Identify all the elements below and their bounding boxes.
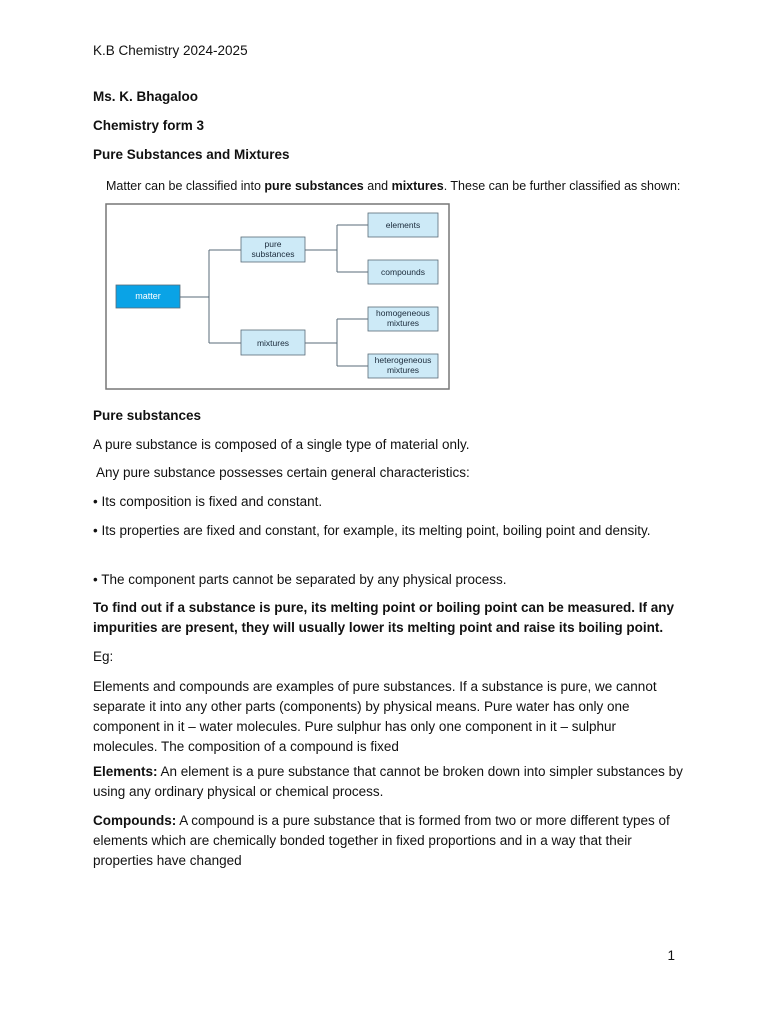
caption-pre: Matter can be classified into [106, 179, 265, 193]
node-mixtures-label: mixtures [256, 338, 290, 348]
paragraph-compounds [93, 811, 683, 871]
elements-label: Elements: [93, 764, 158, 779]
node-elements [368, 213, 438, 237]
bullet-properties: • Its properties are fixed and constant, for example, its melting point, boiling point and density. [93, 523, 651, 538]
author-name: Ms. K. Bhagaloo [93, 89, 199, 104]
node-homogeneous-label-2: mixtures [386, 318, 420, 328]
caption-mid: and [363, 179, 392, 193]
node-matter [116, 285, 180, 308]
node-pure-label-2: substances [251, 249, 295, 259]
caption-bold-mixtures: mixtures [391, 179, 444, 193]
node-pure-label-1: pure [264, 239, 282, 249]
paragraph-purity-test: To find out if a substance is pure, its melting point or boiling point can be measured. If any impurities are present, they will usually lower its melting point and raise its boiling point. [93, 600, 675, 635]
page-number: 1 [667, 948, 675, 963]
node-heterogeneous-mixtures [368, 354, 438, 378]
node-compounds-label: compounds [381, 267, 425, 277]
bullet-composition: • Its composition is fixed and constant. [93, 494, 323, 509]
compounds-definition: A compound is a pure substance that is formed from two or more different types of elements which are chemically bonded together in fixed proportions and in a way that their properties have changed [93, 813, 670, 868]
paragraph-examples: Elements and compounds are examples of pure substances. If a substance is pure, we cannot separate it into any other parts (components) by physical means. Pure water has only one component in it – water molecules. Pure sulphur has only one component in it – sulphur molecules. The composition of a compound is fixed [93, 679, 657, 754]
compounds-label: Compounds: [93, 813, 177, 828]
example-label: Eg: [93, 649, 114, 664]
diagram-caption [106, 177, 680, 195]
classification-diagram [105, 203, 450, 390]
node-mixtures [241, 330, 305, 355]
node-homogeneous-label-1: homogeneous [376, 308, 430, 318]
node-matter-label: matter [135, 291, 161, 301]
node-homogeneous-mixtures [368, 307, 438, 331]
course-title: Chemistry form 3 [93, 118, 205, 133]
paragraph-definition: A pure substance is composed of a single type of material only. [93, 437, 470, 452]
node-elements-label: elements [385, 220, 421, 230]
page-header: K.B Chemistry 2024-2025 [93, 43, 248, 58]
node-compounds [368, 260, 438, 284]
paragraph-elements [93, 762, 683, 802]
bullet-separation: • The component parts cannot be separated by any physical process. [93, 572, 507, 587]
caption-bold-pure: pure substances [264, 179, 364, 193]
elements-definition: An element is a pure substance that cannot be broken down into simpler substances by using any ordinary physical or chemical process. [93, 764, 683, 799]
page-title: Pure Substances and Mixtures [93, 147, 290, 162]
section-heading-pure-substances: Pure substances [93, 408, 202, 423]
node-heterogeneous-label-2: mixtures [386, 365, 420, 375]
node-pure-substances [241, 237, 305, 262]
node-heterogeneous-label-1: heterogeneous [374, 355, 432, 365]
paragraph-characteristics: Any pure substance possesses certain general characteristics: [93, 465, 470, 480]
caption-post: . These can be further classified as shown: [443, 179, 681, 193]
